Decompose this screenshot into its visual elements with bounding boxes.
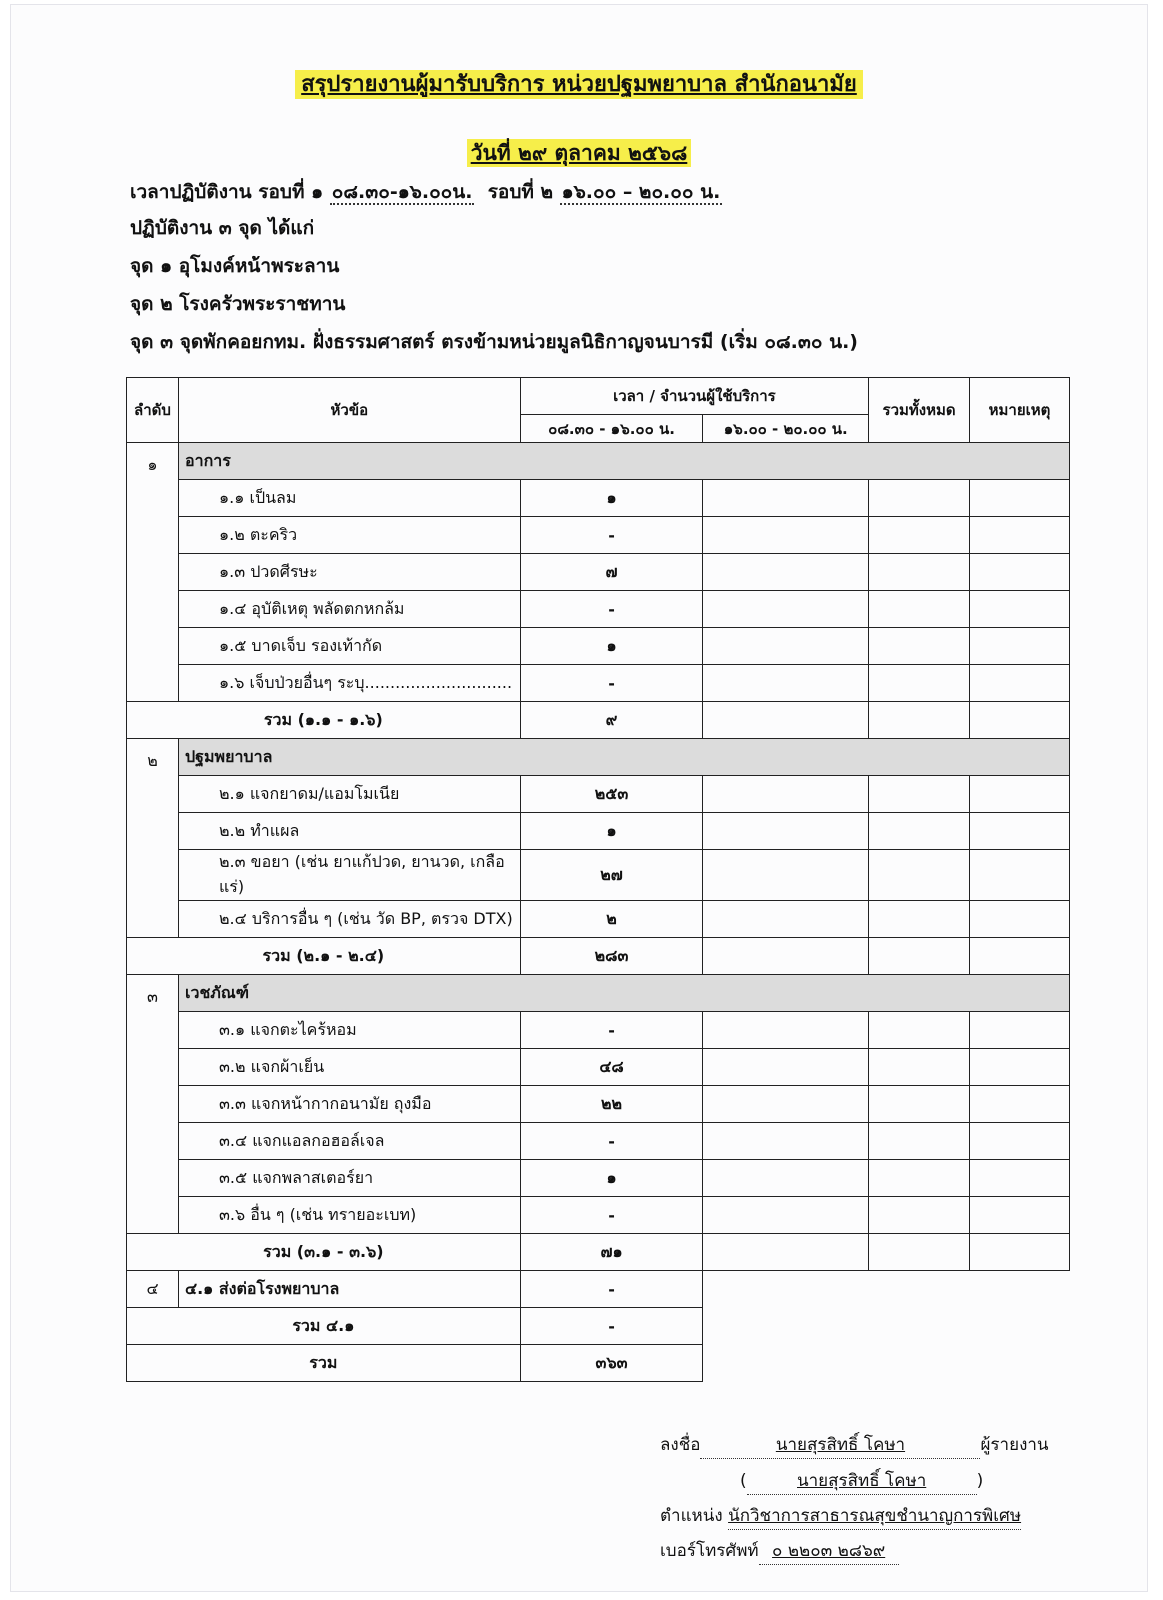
blank-cell bbox=[869, 1271, 970, 1308]
row-label: ๑.๒ ตะคริว bbox=[178, 517, 520, 554]
cell-total bbox=[869, 813, 970, 850]
position-value: นักวิชาการสาธารณสุขชำนาญการพิเศษ bbox=[728, 1502, 1021, 1530]
cell-time2 bbox=[703, 901, 869, 938]
table-row bbox=[127, 776, 1070, 813]
table-row bbox=[127, 517, 1070, 554]
subtotal-value: ๗๑ bbox=[520, 1234, 703, 1271]
table-row bbox=[127, 901, 1070, 938]
table-row bbox=[127, 1160, 1070, 1197]
row-label: ๑.๑ เป็นลม bbox=[178, 480, 520, 517]
cell-time2 bbox=[703, 480, 869, 517]
row-value: ๗ bbox=[520, 554, 703, 591]
row-value: ๔๘ bbox=[520, 1049, 703, 1086]
table-row bbox=[127, 1049, 1070, 1086]
cell-time2 bbox=[703, 1234, 869, 1271]
cell-note bbox=[970, 776, 1070, 813]
cell-time2 bbox=[703, 554, 869, 591]
cell-note bbox=[970, 628, 1070, 665]
header-no: ลำดับ bbox=[127, 378, 179, 443]
section-title: อาการ bbox=[178, 443, 1069, 480]
work-time-label: เวลาปฏิบัติงาน bbox=[130, 181, 252, 203]
points-intro: ปฏิบัติงาน ๓ จุด ได้แก่ bbox=[130, 217, 315, 239]
cell-time2 bbox=[703, 665, 869, 702]
cell-note bbox=[970, 591, 1070, 628]
grand-total-value: ๓๖๓ bbox=[520, 1345, 703, 1382]
cell-total bbox=[869, 665, 970, 702]
cell-time2 bbox=[703, 850, 869, 901]
header-note: หมายเหตุ bbox=[970, 378, 1070, 443]
row-label: ๓.๖ อื่น ๆ (เช่น ทรายอะเบท) bbox=[178, 1197, 520, 1234]
cell-total bbox=[869, 702, 970, 739]
row-label: ๓.๓ แจกหน้ากากอนามัย ถุงมือ bbox=[178, 1086, 520, 1123]
table-row bbox=[127, 480, 1070, 517]
grand-total-label: รวม bbox=[127, 1345, 521, 1382]
header-topic: หัวข้อ bbox=[178, 378, 520, 443]
cell-note bbox=[970, 517, 1070, 554]
cell-total bbox=[869, 517, 970, 554]
cell-total bbox=[869, 1049, 970, 1086]
table-row bbox=[127, 1197, 1070, 1234]
row-label: ๓.๑ แจกตะไคร้หอม bbox=[178, 1012, 520, 1049]
cell-time2 bbox=[703, 1012, 869, 1049]
section-row-referral bbox=[127, 1271, 1070, 1308]
cell-total bbox=[869, 1234, 970, 1271]
signature-line bbox=[660, 1431, 1049, 1459]
cell-note bbox=[970, 1012, 1070, 1049]
cell-note bbox=[970, 480, 1070, 517]
cell-total bbox=[869, 1197, 970, 1234]
cell-time2 bbox=[703, 628, 869, 665]
row-label: ๔.๑ ส่งต่อโรงพยาบาล bbox=[178, 1271, 520, 1308]
section-no: ๒ bbox=[127, 739, 179, 938]
row-value: - bbox=[520, 1123, 703, 1160]
blank-cell bbox=[970, 1271, 1070, 1308]
subtotal-value: - bbox=[520, 1308, 703, 1345]
document-page bbox=[10, 4, 1148, 1592]
row-value: - bbox=[520, 591, 703, 628]
table-row bbox=[127, 850, 1070, 901]
table-row bbox=[127, 628, 1070, 665]
cell-time2 bbox=[703, 1049, 869, 1086]
subtotal-label: รวม (๒.๑ - ๒.๔) bbox=[127, 938, 521, 975]
row-label: ๓.๕ แจกพลาสเตอร์ยา bbox=[178, 1160, 520, 1197]
section-title: ปฐมพยาบาล bbox=[178, 739, 1069, 776]
section-row-first-aid bbox=[127, 739, 1070, 776]
cell-time2 bbox=[703, 1197, 869, 1234]
row-label: ๒.๓ ขอยา (เช่น ยาแก้ปวด, ยานวด, เกลือแร่) bbox=[178, 850, 520, 901]
cell-total bbox=[869, 1160, 970, 1197]
cell-note bbox=[970, 901, 1070, 938]
date-text: วันที่ ๒๙ ตุลาคม ๒๕๖๘ bbox=[467, 139, 692, 167]
row-label: ๓.๒ แจกผ้าเย็น bbox=[178, 1049, 520, 1086]
signer-name-paren: นายสุรสิทธิ์ โคษา bbox=[747, 1467, 977, 1495]
subtotal-label: รวม (๓.๑ - ๓.๖) bbox=[127, 1234, 521, 1271]
cell-time2 bbox=[703, 1086, 869, 1123]
subtotal-value: ๙ bbox=[520, 702, 703, 739]
position-label: ตำแหน่ง bbox=[660, 1506, 723, 1526]
row-value: - bbox=[520, 517, 703, 554]
cell-time2 bbox=[703, 702, 869, 739]
row-value: - bbox=[520, 1012, 703, 1049]
row-value: ๒๗ bbox=[520, 850, 703, 901]
row-value: ๑ bbox=[520, 1160, 703, 1197]
section-row-symptoms bbox=[127, 443, 1070, 480]
section-title: เวชภัณฑ์ bbox=[178, 975, 1069, 1012]
signer-role: ผู้รายงาน bbox=[980, 1435, 1049, 1455]
round1-value: ๐๘.๓๐-๑๖.๐๐น. bbox=[331, 181, 473, 203]
row-label: ๒.๑ แจกยาดม/แอมโมเนีย bbox=[178, 776, 520, 813]
table-row bbox=[127, 1012, 1070, 1049]
round2-value: ๑๖.๐๐ – ๒๐.๐๐ น. bbox=[561, 181, 721, 203]
round2-label: รอบที่ ๒ bbox=[487, 181, 554, 203]
row-label: ๑.๔ อุบัติเหตุ พลัดตกหกล้ม bbox=[178, 591, 520, 628]
point-3: จุด ๓ จุดพักคอยกทม. ฝั่งธรรมศาสตร์ ตรงข้ามหน่วยมูลนิธิกาญจนบารมี (เริ่ม ๐๘.๓๐ น.) bbox=[130, 331, 858, 353]
cell-note bbox=[970, 1123, 1070, 1160]
row-label: ๓.๔ แจกแอลกอฮอล์เจล bbox=[178, 1123, 520, 1160]
cell-total bbox=[869, 776, 970, 813]
cell-time2 bbox=[703, 776, 869, 813]
blank-cell bbox=[703, 1345, 869, 1382]
phone-label: เบอร์โทรศัพท์ bbox=[660, 1541, 759, 1561]
cell-total bbox=[869, 938, 970, 975]
cell-note bbox=[970, 1160, 1070, 1197]
cell-note bbox=[970, 1197, 1070, 1234]
row-value: ๒ bbox=[520, 901, 703, 938]
point-2: จุด ๒ โรงครัวพระราชทาน bbox=[130, 293, 346, 315]
cell-total bbox=[869, 901, 970, 938]
subtotal-row bbox=[127, 1308, 1070, 1345]
row-value: - bbox=[520, 1271, 703, 1308]
cell-note bbox=[970, 1086, 1070, 1123]
section-no: ๑ bbox=[127, 443, 179, 702]
round1-label: รอบที่ ๑ bbox=[258, 181, 324, 203]
header-time-group: เวลา / จำนวนผู้ใช้บริการ bbox=[520, 378, 868, 415]
cell-note bbox=[970, 554, 1070, 591]
cell-note bbox=[970, 1049, 1070, 1086]
header-time2: ๑๖.๐๐ - ๒๐.๐๐ น. bbox=[703, 415, 869, 443]
subtotal-label: รวม (๑.๑ - ๑.๖) bbox=[127, 702, 521, 739]
header-total: รวมทั้งหมด bbox=[869, 378, 970, 443]
blank-cell bbox=[703, 1271, 869, 1308]
phone-line bbox=[660, 1537, 899, 1565]
row-value: ๒๒ bbox=[520, 1086, 703, 1123]
row-value: ๑ bbox=[520, 813, 703, 850]
sign-label: ลงชื่อ bbox=[660, 1435, 701, 1455]
phone-value: ๐ ๒๒๐๓ ๒๘๖๙ bbox=[759, 1537, 899, 1565]
cell-total bbox=[869, 1086, 970, 1123]
cell-time2 bbox=[703, 591, 869, 628]
position-line bbox=[660, 1502, 1021, 1530]
cell-note bbox=[970, 813, 1070, 850]
cell-time2 bbox=[703, 813, 869, 850]
section-row-supplies bbox=[127, 975, 1070, 1012]
row-label: ๒.๔ บริการอื่น ๆ (เช่น วัด BP, ตรวจ DTX) bbox=[178, 901, 520, 938]
cell-note bbox=[970, 702, 1070, 739]
cell-total bbox=[869, 554, 970, 591]
row-value: ๒๕๓ bbox=[520, 776, 703, 813]
table-row bbox=[127, 665, 1070, 702]
grand-total-row bbox=[127, 1345, 1070, 1382]
subtotal-row bbox=[127, 702, 1070, 739]
blank-cell bbox=[970, 1308, 1070, 1345]
row-value: ๑ bbox=[520, 480, 703, 517]
work-time-line bbox=[130, 177, 722, 207]
cell-total bbox=[869, 1012, 970, 1049]
cell-note bbox=[970, 665, 1070, 702]
table-row bbox=[127, 813, 1070, 850]
cell-time2 bbox=[703, 938, 869, 975]
blank-cell bbox=[869, 1345, 970, 1382]
header-time1: ๐๘.๓๐ - ๑๖.๐๐ น. bbox=[520, 415, 703, 443]
row-label: ๒.๒ ทำแผล bbox=[178, 813, 520, 850]
point-1: จุด ๑ อุโมงค์หน้าพระลาน bbox=[130, 255, 340, 277]
table-row bbox=[127, 1123, 1070, 1160]
signer-name: นายสุรสิทธิ์ โคษา bbox=[700, 1431, 980, 1459]
subtotal-label: รวม ๔.๑ bbox=[127, 1308, 521, 1345]
row-value: ๑ bbox=[520, 628, 703, 665]
cell-total bbox=[869, 480, 970, 517]
cell-total bbox=[869, 850, 970, 901]
row-label: ๑.๖ เจ็บป่วยอื่นๆ ระบุ............................. bbox=[178, 665, 520, 702]
row-value: - bbox=[520, 665, 703, 702]
cell-time2 bbox=[703, 517, 869, 554]
cell-time2 bbox=[703, 1160, 869, 1197]
title-text: สรุปรายงานผู้มารับบริการ หน่วยปฐมพยาบาล สำนักอนามัย bbox=[295, 70, 863, 99]
header-row bbox=[127, 378, 1070, 415]
cell-note bbox=[970, 850, 1070, 901]
cell-time2 bbox=[703, 1123, 869, 1160]
signature-name-paren: ( นายสุรสิทธิ์ โคษา ) bbox=[740, 1467, 983, 1495]
subtotal-value: ๒๘๓ bbox=[520, 938, 703, 975]
blank-cell bbox=[869, 1308, 970, 1345]
row-value: - bbox=[520, 1197, 703, 1234]
section-no: ๓ bbox=[127, 975, 179, 1234]
cell-note bbox=[970, 1234, 1070, 1271]
table-row bbox=[127, 554, 1070, 591]
report-date bbox=[10, 137, 1148, 170]
cell-total bbox=[869, 591, 970, 628]
table-row bbox=[127, 1086, 1070, 1123]
cell-note bbox=[970, 938, 1070, 975]
subtotal-row bbox=[127, 938, 1070, 975]
table-row bbox=[127, 591, 1070, 628]
document-title bbox=[10, 66, 1148, 101]
service-summary-table bbox=[126, 377, 1070, 1382]
section-no: ๔ bbox=[127, 1271, 179, 1308]
row-label: ๑.๓ ปวดศีรษะ bbox=[178, 554, 520, 591]
blank-cell bbox=[970, 1345, 1070, 1382]
subtotal-row bbox=[127, 1234, 1070, 1271]
row-label: ๑.๕ บาดเจ็บ รองเท้ากัด bbox=[178, 628, 520, 665]
blank-cell bbox=[703, 1308, 869, 1345]
cell-total bbox=[869, 628, 970, 665]
cell-total bbox=[869, 1123, 970, 1160]
